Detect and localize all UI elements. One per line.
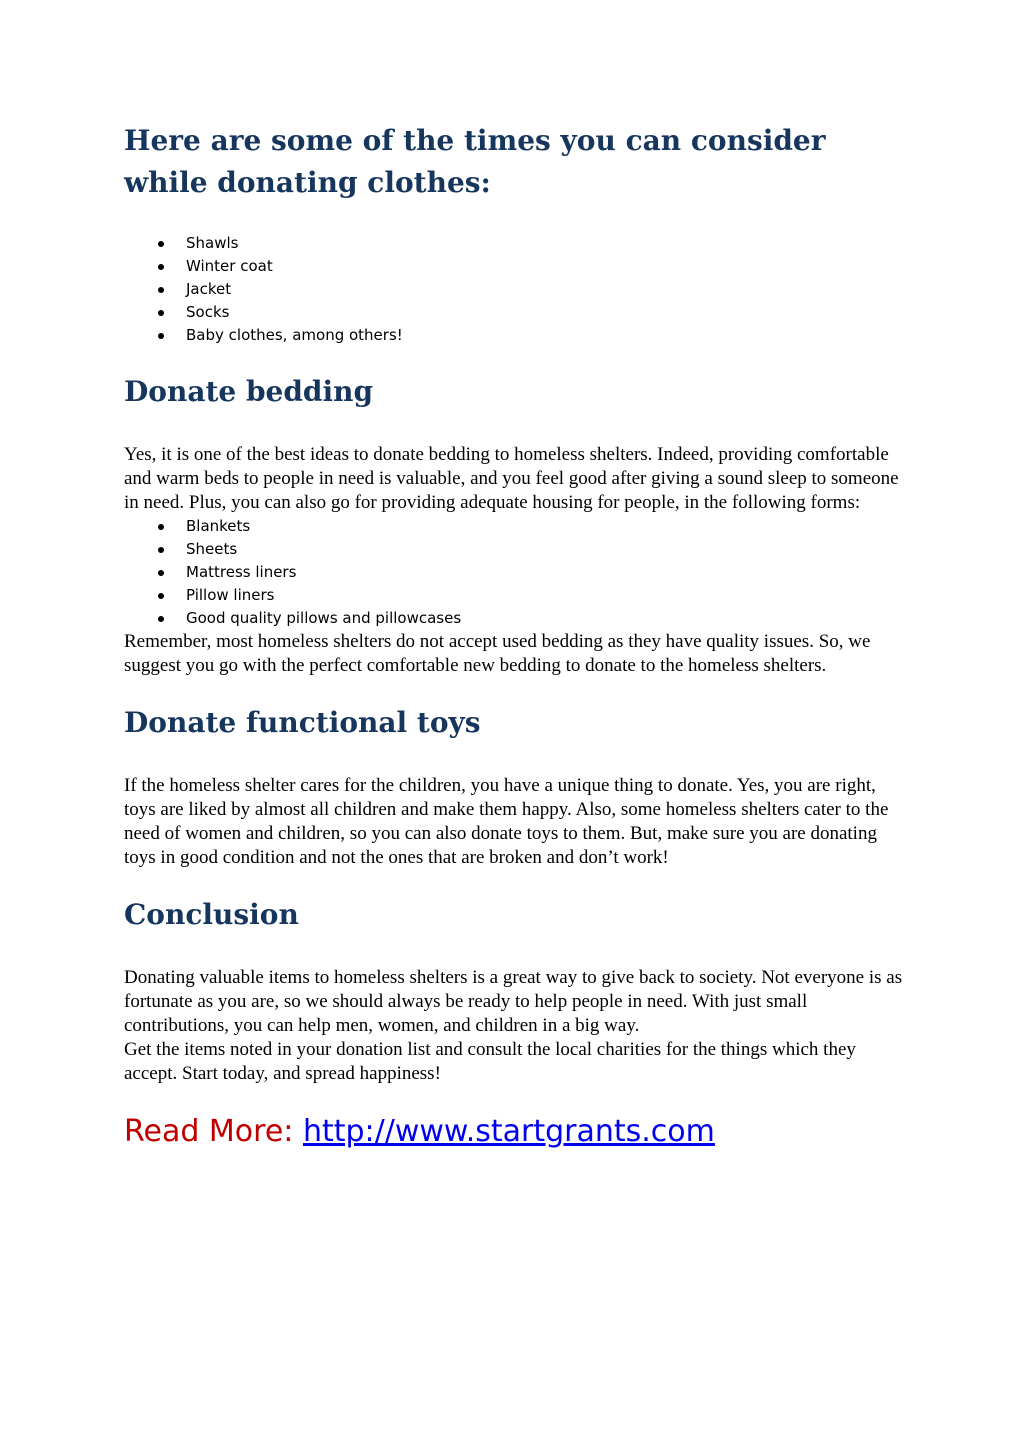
startgrants-link[interactable]: http://www.startgrants.com	[302, 1114, 715, 1149]
list-item: Sheets	[124, 538, 904, 561]
toys-paragraph: If the homeless shelter cares for the children, you have a unique thing to donate. Yes, you are right, toys are liked by almost all children and make them happy. Also, some homeless shelters cater to the need of women and children, so you can also donate toys to them. But, make sure you are donating toys in good condition and not the ones that are broken and don’t work!	[124, 775, 889, 868]
read-more-line	[124, 1112, 904, 1152]
list-item: Good quality pillows and pillowcases	[124, 607, 904, 630]
toys-heading: Donate functional toys	[124, 706, 481, 739]
read-more-label: Read More:	[124, 1114, 303, 1149]
list-item: Baby clothes, among others!	[124, 324, 904, 347]
list-item: Blankets	[124, 515, 904, 538]
list-item: Mattress liners	[124, 561, 904, 584]
list-item: Socks	[124, 301, 904, 324]
bedding-intro-paragraph: Yes, it is one of the best ideas to donate bedding to homeless shelters. Indeed, providing comfortable and warm beds to people in need is valuable, and you feel good after giving a sound sleep to someone in need. Plus, you can also go for providing adequate housing for people, in the following forms:	[124, 444, 899, 513]
conclusion-paragraph-2: Get the items noted in your donation list and consult the local charities for the things which they accept. Start today, and spread happiness!	[124, 1039, 856, 1084]
list-item: Jacket	[124, 278, 904, 301]
conclusion-heading: Conclusion	[124, 898, 299, 931]
bedding-outro-paragraph: Remember, most homeless shelters do not accept used bedding as they have quality issues. So, we suggest you go with the perfect comfortable new bedding to donate to the homeless shelters.	[124, 631, 871, 676]
document-page	[124, 120, 904, 1152]
list-item: Winter coat	[124, 255, 904, 278]
clothes-list	[124, 232, 904, 347]
list-item: Pillow liners	[124, 584, 904, 607]
list-item: Shawls	[124, 232, 904, 255]
bedding-list	[124, 515, 904, 630]
bedding-heading: Donate bedding	[124, 375, 374, 408]
conclusion-paragraph-1: Donating valuable items to homeless shelters is a great way to give back to society. Not everyone is as fortunate as you are, so we should always be ready to help people in need. With just small contributions, you can help men, women, and children in a big way.	[124, 967, 903, 1036]
clothes-heading: Here are some of the times you can consider while donating clothes:	[124, 124, 826, 199]
